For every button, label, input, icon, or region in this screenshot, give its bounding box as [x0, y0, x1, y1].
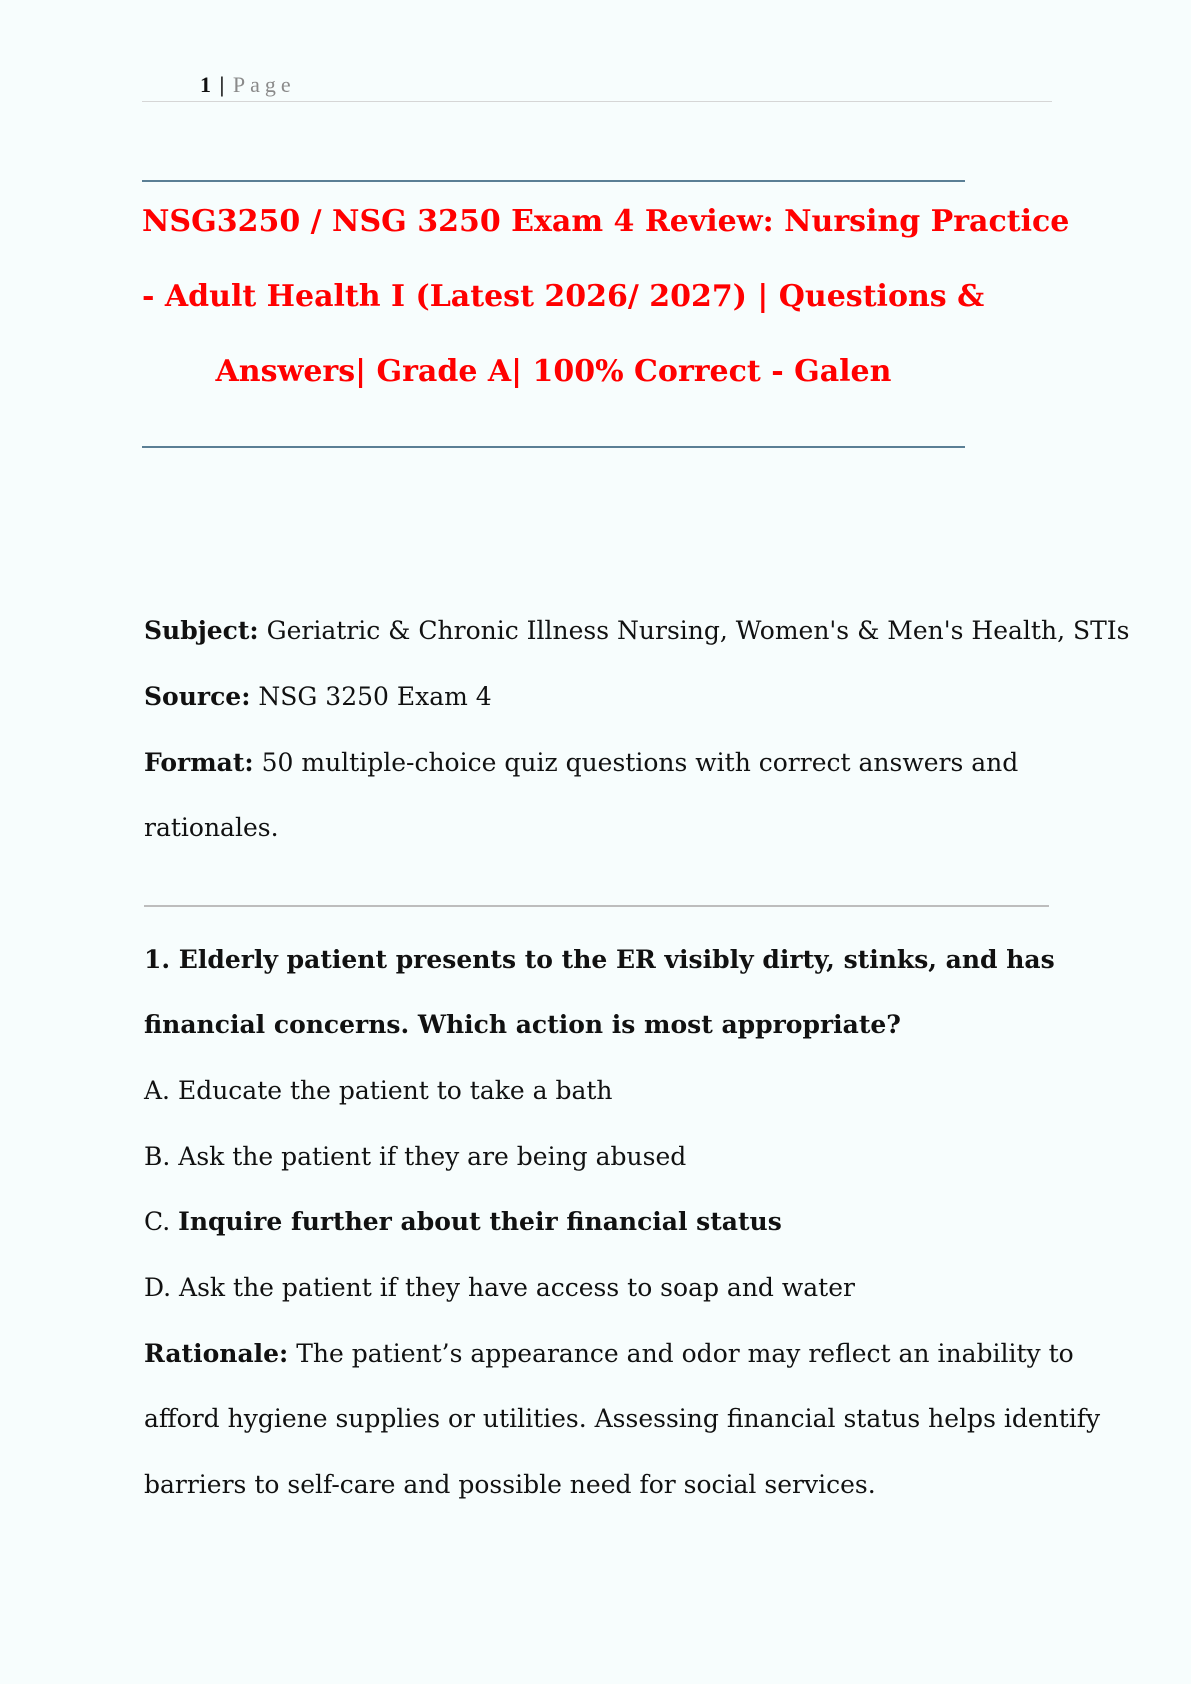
subject-value: Geriatric & Chronic Illness Nursing, Women's & Men's Health, STIs: [266, 616, 1130, 645]
title-line-3: Answers| Grade A| 100% Correct - Galen: [215, 354, 892, 389]
header-rule: [142, 101, 1052, 102]
option-d: D. Ask the patient if they have access to soap and water: [144, 1273, 855, 1302]
subject-label: Subject:: [144, 616, 259, 645]
option-a: A. Educate the patient to take a bath: [144, 1076, 613, 1105]
option-c: [144, 1207, 1049, 1236]
section-divider: [144, 905, 1049, 907]
format-line-2: rationales.: [144, 813, 279, 842]
question-stem-line-2: [144, 1010, 1049, 1039]
rationale-label: Rationale:: [144, 1339, 289, 1368]
format-line: [144, 748, 1049, 777]
source-line: [144, 682, 1049, 711]
source-value: NSG 3250 Exam 4: [258, 682, 492, 711]
page-header: [200, 72, 296, 98]
question-stem-line-1: [144, 945, 1055, 974]
page-word: Page: [232, 72, 296, 97]
question-stem-text-1: 1. Elderly patient presents to the ER visibly dirty, stinks, and has: [144, 945, 1055, 974]
rationale-line-2: afford hygiene supplies or utilities. Assessing financial status helps identify: [144, 1404, 1101, 1433]
format-label: Format:: [144, 748, 254, 777]
title-top-rule: [142, 180, 965, 182]
title-line-1: NSG3250 / NSG 3250 Exam 4 Review: Nursing Practice: [142, 204, 1070, 239]
format-value: 50 multiple-choice quiz questions with correct answers and: [261, 748, 1019, 777]
subject-line: [144, 616, 1130, 645]
option-c-correct-answer: Inquire further about their financial status: [178, 1207, 782, 1236]
page-separator: |: [219, 72, 225, 97]
rationale-line-3: barriers to self-care and possible need for social services.: [144, 1470, 876, 1499]
question-stem-text-2: financial concerns. Which action is most appropriate?: [144, 1010, 901, 1039]
page-number: 1: [200, 72, 211, 97]
title-line-2: - Adult Health I (Latest 2026/ 2027) | Questions &: [142, 279, 985, 314]
option-c-letter: C.: [144, 1207, 171, 1236]
document-title: [142, 184, 1070, 409]
source-label: Source:: [144, 682, 251, 711]
rationale-text-1: The patient’s appearance and odor may reflect an inability to: [296, 1339, 1074, 1368]
rationale-line-1: [144, 1339, 1074, 1368]
title-bottom-rule: [142, 446, 965, 448]
option-b: B. Ask the patient if they are being abused: [144, 1142, 687, 1171]
